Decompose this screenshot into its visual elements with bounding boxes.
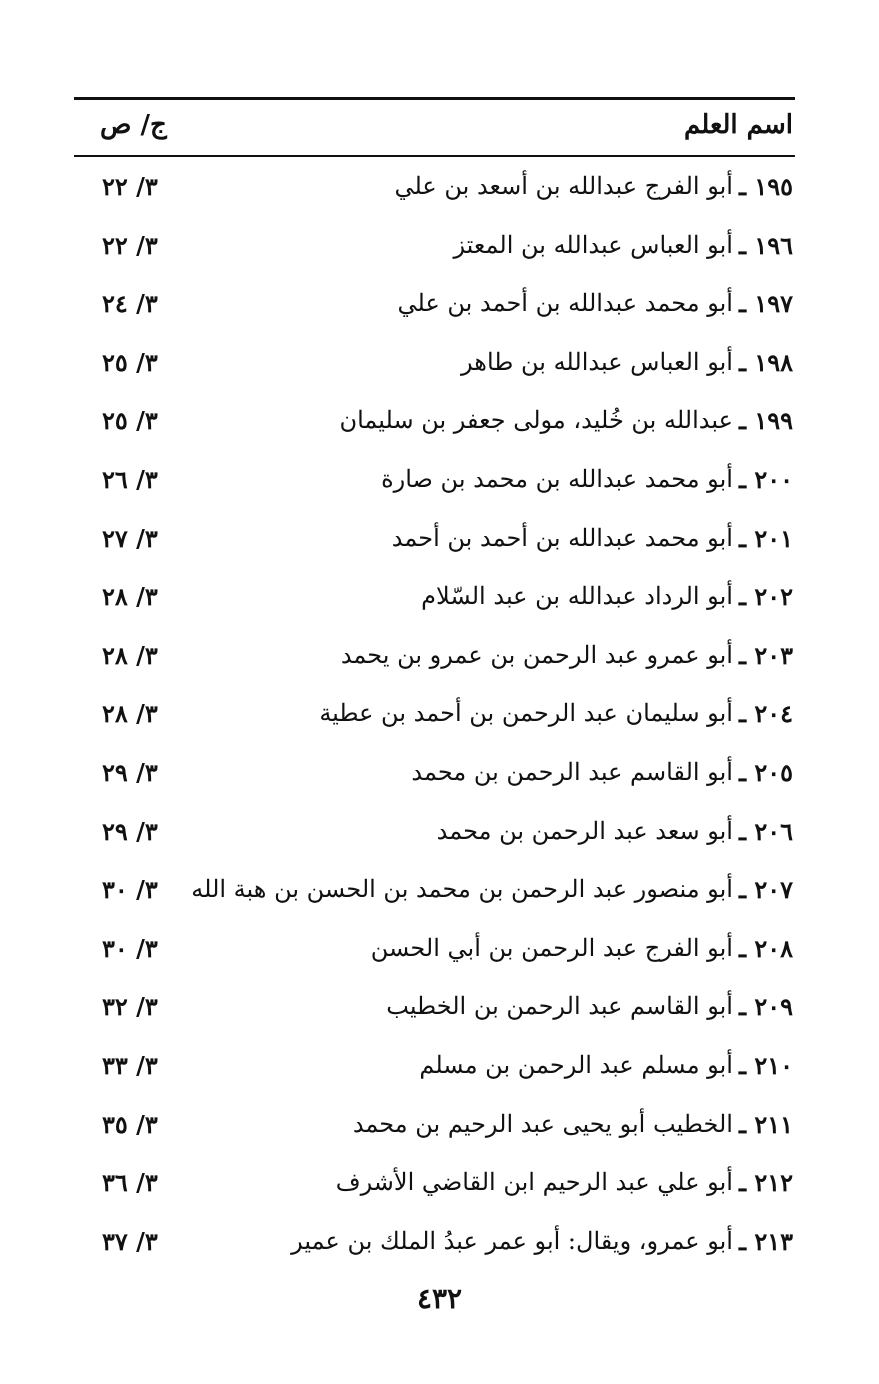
entry-text: [398, 289, 794, 318]
table-header: [74, 102, 795, 154]
entry-number: ٢٠٦ ـ: [738, 816, 793, 846]
entry-number: ١٩٧ ـ: [738, 289, 793, 319]
entry-name: أبو سليمان عبد الرحمن بن أحمد بن عطية: [319, 699, 733, 728]
entry-text: [353, 1110, 793, 1139]
entry-number: ٢٠٩ ـ: [738, 992, 793, 1022]
table-row: [74, 1215, 795, 1274]
entry-volume-page: ٣/ ٢٩: [102, 816, 158, 846]
entry-number: ٢٠٨ ـ: [738, 933, 793, 963]
entry-number: ٢٠٧ ـ: [738, 875, 793, 905]
page-number: ٤٣٢: [416, 1282, 463, 1315]
table-row: [74, 453, 795, 512]
table-row: [74, 1156, 795, 1215]
entry-name: أبو علي عبد الرحيم ابن القاضي الأشرف: [335, 1168, 733, 1197]
index-list: [74, 160, 795, 1273]
entry-volume-page: ٣/ ٢٥: [102, 347, 158, 377]
entry-volume-page: ٣/ ٢٢: [102, 230, 158, 260]
entry-volume-page: ٣/ ٣٠: [102, 875, 158, 905]
entry-number: ٢١٣ ـ: [738, 1226, 793, 1256]
entry-name: أبو الفرج عبدالله بن أسعد بن علي: [394, 172, 733, 200]
entry-number: ١٩٦ ـ: [738, 230, 793, 260]
entry-number: ٢٠٥ ـ: [738, 757, 793, 787]
entry-volume-page: ٣/ ٢٧: [102, 523, 158, 553]
table-row: [74, 980, 795, 1039]
entry-text: [461, 348, 793, 377]
entry-number: ١٩٩ ـ: [738, 406, 793, 436]
table-row: [74, 512, 795, 571]
entry-number: ٢٠١ ـ: [738, 523, 793, 553]
entry-text: [291, 1227, 793, 1256]
entry-number: ١٩٥ ـ: [738, 172, 793, 201]
entry-name: أبو منصور عبد الرحمن بن محمد بن الحسن بن هبة الله: [191, 875, 733, 904]
entry-name: أبو الرداد عبدالله بن عبد السّلام: [421, 582, 733, 611]
entry-number: ١٩٨ ـ: [738, 347, 793, 377]
table-row: [74, 219, 795, 278]
table-row: [74, 922, 795, 981]
table-row: [74, 336, 795, 395]
entry-text: [336, 1168, 793, 1197]
entry-number: ٢٠٤ ـ: [738, 699, 793, 729]
entry-volume-page: ٣/ ٢٢: [102, 172, 158, 201]
entry-volume-page: ٣/ ٢٦: [102, 464, 158, 494]
table-row: [74, 805, 795, 864]
entry-name: أبو سعد عبد الرحمن بن محمد: [436, 816, 733, 845]
entry-name: أبو محمد عبدالله بن أحمد بن علي: [397, 289, 733, 318]
entry-text: [392, 524, 793, 553]
entry-name: الخطيب أبو يحيى عبد الرحيم بن محمد: [352, 1109, 733, 1138]
entry-text: [386, 992, 793, 1021]
table-row: [74, 687, 795, 746]
entry-text: [191, 875, 793, 904]
table-row: [74, 1098, 795, 1157]
entry-text: [411, 758, 793, 787]
entry-name: عبدالله بن خُليد، مولى جعفر بن سليمان: [339, 406, 733, 435]
table-row: [74, 1039, 795, 1098]
table-row: [74, 629, 795, 688]
table-row: [74, 394, 795, 453]
entry-number: ٢٠٣ ـ: [738, 640, 793, 670]
top-rule: [74, 97, 795, 100]
entry-volume-page: ٣/ ٣٧: [102, 1226, 158, 1256]
entry-volume-page: ٣/ ٣٠: [102, 933, 158, 963]
entry-volume-page: ٣/ ٢٥: [102, 406, 158, 436]
table-row: [74, 160, 795, 219]
entry-number: ٢١٢ ـ: [738, 1168, 793, 1198]
entry-text: [381, 465, 793, 494]
table-row: [74, 863, 795, 922]
name-column-header: اسم العلم: [684, 110, 793, 140]
entry-volume-page: ٣/ ٣٣: [102, 1050, 158, 1080]
entry-volume-page: ٣/ ٣٢: [102, 992, 158, 1022]
entry-text: [421, 582, 793, 611]
table-row: [74, 570, 795, 629]
entry-text: [341, 641, 793, 670]
entry-name: أبو عمرو، ويقال: أبو عمر عبدُ الملك بن عمير: [291, 1226, 733, 1255]
entry-text: [437, 817, 793, 846]
entry-name: أبو العباس عبدالله بن المعتز: [453, 230, 733, 259]
entry-text: [371, 934, 793, 963]
entry-volume-page: ٣/ ٢٨: [102, 699, 158, 729]
entry-name: أبو العباس عبدالله بن طاهر: [461, 347, 733, 376]
entry-volume-page: ٣/ ٢٩: [102, 757, 158, 787]
entry-text: [339, 406, 793, 435]
entry-name: أبو عمرو عبد الرحمن بن عمرو بن يحمد: [340, 640, 733, 669]
entry-text: [319, 699, 793, 728]
entry-number: ٢١٠ ـ: [738, 1050, 793, 1080]
entry-number: ٢٠٠ ـ: [738, 464, 793, 494]
header-rule: [74, 155, 795, 157]
entry-text: [419, 1051, 793, 1080]
entry-volume-page: ٣/ ٣٥: [102, 1109, 158, 1139]
entry-text: [453, 231, 793, 260]
entry-name: أبو محمد عبدالله بن أحمد بن أحمد: [391, 523, 733, 552]
table-row: [74, 277, 795, 336]
volume-page-column-header: ج/ ص: [100, 110, 167, 140]
entry-text: [394, 172, 793, 201]
entry-number: ٢٠٢ ـ: [738, 582, 793, 612]
entry-volume-page: ٣/ ٢٨: [102, 640, 158, 670]
entry-number: ٢١١ ـ: [738, 1109, 793, 1139]
entry-name: أبو محمد عبدالله بن محمد بن صارة: [381, 464, 733, 493]
entry-name: أبو الفرج عبد الرحمن بن أبي الحسن: [370, 933, 733, 962]
entry-volume-page: ٣/ ٢٤: [102, 289, 158, 319]
entry-name: أبو القاسم عبد الرحمن بن الخطيب: [386, 992, 733, 1021]
entry-name: أبو مسلم عبد الرحمن بن مسلم: [419, 1050, 733, 1079]
entry-volume-page: ٣/ ٢٨: [102, 582, 158, 612]
table-row: [74, 746, 795, 805]
entry-volume-page: ٣/ ٣٦: [102, 1168, 158, 1198]
entry-name: أبو القاسم عبد الرحمن بن محمد: [411, 757, 733, 786]
